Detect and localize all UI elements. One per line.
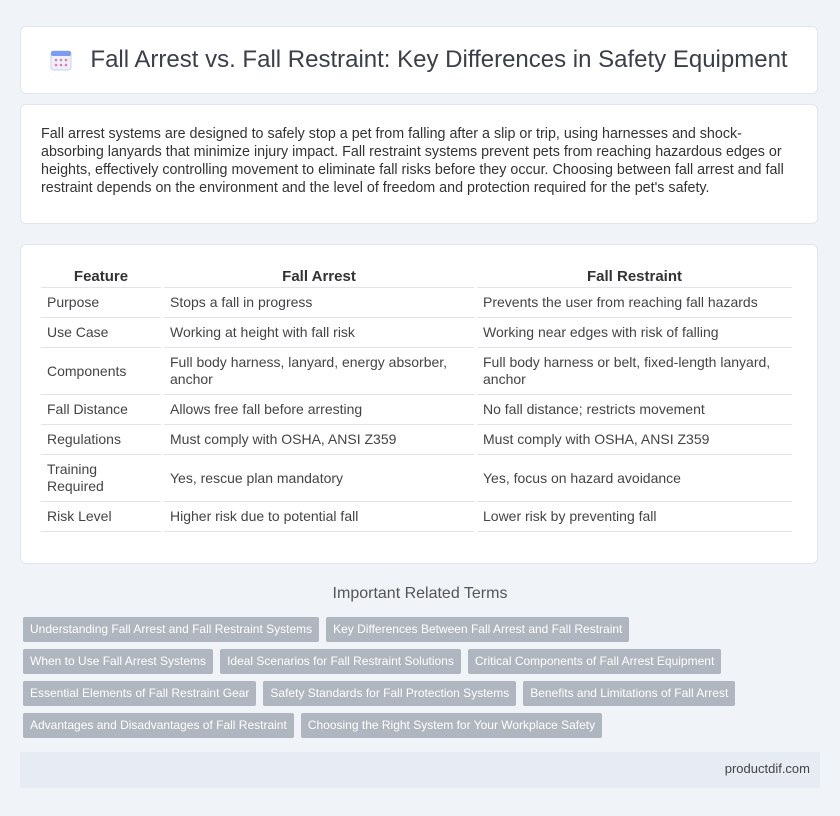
term-tag[interactable]: When to Use Fall Arrest Systems (23, 649, 213, 674)
tag-row (23, 713, 803, 738)
tag-row (23, 649, 803, 674)
table-row (41, 288, 792, 318)
table-row (41, 395, 792, 425)
term-tag[interactable]: Understanding Fall Arrest and Fall Restraint Systems (23, 617, 319, 642)
row-fall-arrest: Full body harness, lanyard, energy absorber, anchor (164, 348, 474, 395)
table-row (41, 502, 792, 532)
comparison-card (20, 244, 818, 564)
term-tag[interactable]: Choosing the Right System for Your Workplace Safety (301, 713, 602, 738)
row-fall-restraint: Prevents the user from reaching fall hazards (477, 288, 792, 318)
calendar-icon (50, 49, 72, 71)
term-tag[interactable]: Advantages and Disadvantages of Fall Restraint (23, 713, 294, 738)
table-row (41, 318, 792, 348)
row-feature: Fall Distance (41, 395, 161, 425)
row-fall-restraint: Must comply with OSHA, ANSI Z359 (477, 425, 792, 455)
row-fall-restraint: Working near edges with risk of falling (477, 318, 792, 348)
page-title: Fall Arrest vs. Fall Restraint: Key Differences in Safety Equipment (90, 46, 788, 73)
row-fall-restraint: Lower risk by preventing fall (477, 502, 792, 532)
row-fall-arrest: Allows free fall before arresting (164, 395, 474, 425)
row-feature: Use Case (41, 318, 161, 348)
row-fall-restraint: Full body harness or belt, fixed-length lanyard, anchor (477, 348, 792, 395)
table-header-row (41, 265, 792, 288)
row-feature: Training Required (41, 455, 161, 502)
row-fall-arrest: Must comply with OSHA, ANSI Z359 (164, 425, 474, 455)
row-feature: Risk Level (41, 502, 161, 532)
term-tag[interactable]: Key Differences Between Fall Arrest and Fall Restraint (326, 617, 629, 642)
term-tag[interactable]: Benefits and Limitations of Fall Arrest (523, 681, 735, 706)
header-fall-arrest: Fall Arrest (164, 265, 474, 288)
comparison-table (38, 265, 795, 532)
row-fall-arrest: Higher risk due to potential fall (164, 502, 474, 532)
header-card (20, 26, 818, 94)
intro-card (20, 104, 818, 224)
tag-row (23, 681, 803, 706)
row-fall-arrest: Working at height with fall risk (164, 318, 474, 348)
footer (20, 752, 820, 788)
row-feature: Components (41, 348, 161, 395)
term-tag[interactable]: Critical Components of Fall Arrest Equipment (468, 649, 721, 674)
row-fall-restraint: Yes, focus on hazard avoidance (477, 455, 792, 502)
header-fall-restraint: Fall Restraint (477, 265, 792, 288)
table-row (41, 455, 792, 502)
term-tag[interactable]: Safety Standards for Fall Protection Systems (263, 681, 516, 706)
row-feature: Regulations (41, 425, 161, 455)
intro-text: Fall arrest systems are designed to safely stop a pet from falling after a slip or trip, using harnesses and shock-absorbing lanyards that minimize injury impact. Fall restraint systems prevent pets from reaching hazardous edges or heights, effectively controlling movement to eliminate fall risks before they occur. Choosing between fall arrest and fall restraint depends on the environment and the level of freedom and protection required for the pet's safety. (41, 126, 784, 196)
row-feature: Purpose (41, 288, 161, 318)
tag-row (23, 617, 803, 642)
footer-site-name: productdif.com (724, 761, 810, 776)
row-fall-arrest: Yes, rescue plan mandatory (164, 455, 474, 502)
term-tag[interactable]: Ideal Scenarios for Fall Restraint Solutions (220, 649, 461, 674)
row-fall-arrest: Stops a fall in progress (164, 288, 474, 318)
term-tag[interactable]: Essential Elements of Fall Restraint Gear (23, 681, 256, 706)
table-row (41, 348, 792, 395)
row-fall-restraint: No fall distance; restricts movement (477, 395, 792, 425)
header-feature: Feature (41, 265, 161, 288)
related-terms-title: Important Related Terms (332, 585, 508, 602)
related-terms-list (23, 617, 803, 745)
table-row (41, 425, 792, 455)
